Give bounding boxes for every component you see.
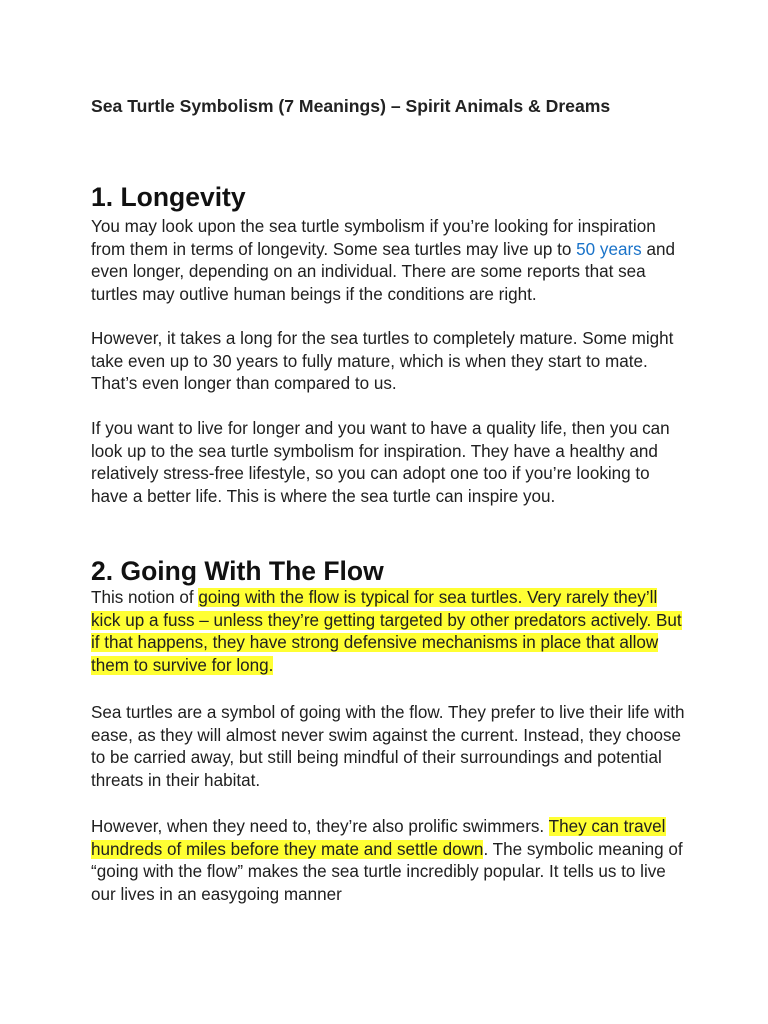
paragraph-text: . The symbolic meaning of “going with the flow” makes the sea turtle incredibly popular. It tells us to live our lives in an easygoing manner <box>91 839 683 905</box>
highlighted-text: going with the flow is typical for sea turtles. Very rarely they’ll kick up a fuss – unless they’re getting targeted by other predators actively. But if that happens, they have strong defensive mechanisms in place that allow them to survive for long. <box>91 588 682 676</box>
paragraph-text: However, when they need to, they’re also prolific swimmers. <box>91 817 549 836</box>
section-heading-going-with-the-flow: 2. Going With The Flow <box>91 556 384 586</box>
section-heading-longevity: 1. Longevity <box>91 182 246 212</box>
paragraph-quality-life: If you want to live for longer and you want to have a quality life, then you can look up to the sea turtle symbolism for inspiration. They have a healthy and relatively stress-free lifestyle, so you can adopt one too if you’re looking to have a better life. This is where the sea turtle can inspire you. <box>91 419 670 507</box>
paragraph-text: This notion of <box>91 588 199 607</box>
paragraph-text: You may look upon the sea turtle symbolism if you’re looking for inspiration from them in terms of longevity. Some sea turtles may live up to <box>91 217 656 259</box>
paragraph-text: and even longer, depending on an individual. There are some reports that sea turtles may outlive human beings if the conditions are right. <box>91 239 675 305</box>
paragraph-flow-notion <box>91 587 691 678</box>
fifty-years-link[interactable]: 50 years <box>576 239 642 259</box>
paragraph-flow-symbol: Sea turtles are a symbol of going with the flow. They prefer to live their life with ease, as they will almost never swim against the current. Instead, they choose to be carried away, but still being mindful of their surroundings and potential threats in their habitat. <box>91 703 685 791</box>
paragraph-maturity: However, it takes a long for the sea turtles to completely mature. Some might take even up to 30 years to fully mature, which is when they start to mate. That’s even longer than compared to us. <box>91 329 674 394</box>
highlighted-text: They can travel hundreds of miles before they mate and settle down <box>91 817 666 859</box>
paragraph-prolific-swimmers <box>91 816 691 907</box>
paragraph-longevity-intro <box>91 216 691 307</box>
document-title: Sea Turtle Symbolism (7 Meanings) – Spirit Animals & Dreams <box>91 96 611 116</box>
